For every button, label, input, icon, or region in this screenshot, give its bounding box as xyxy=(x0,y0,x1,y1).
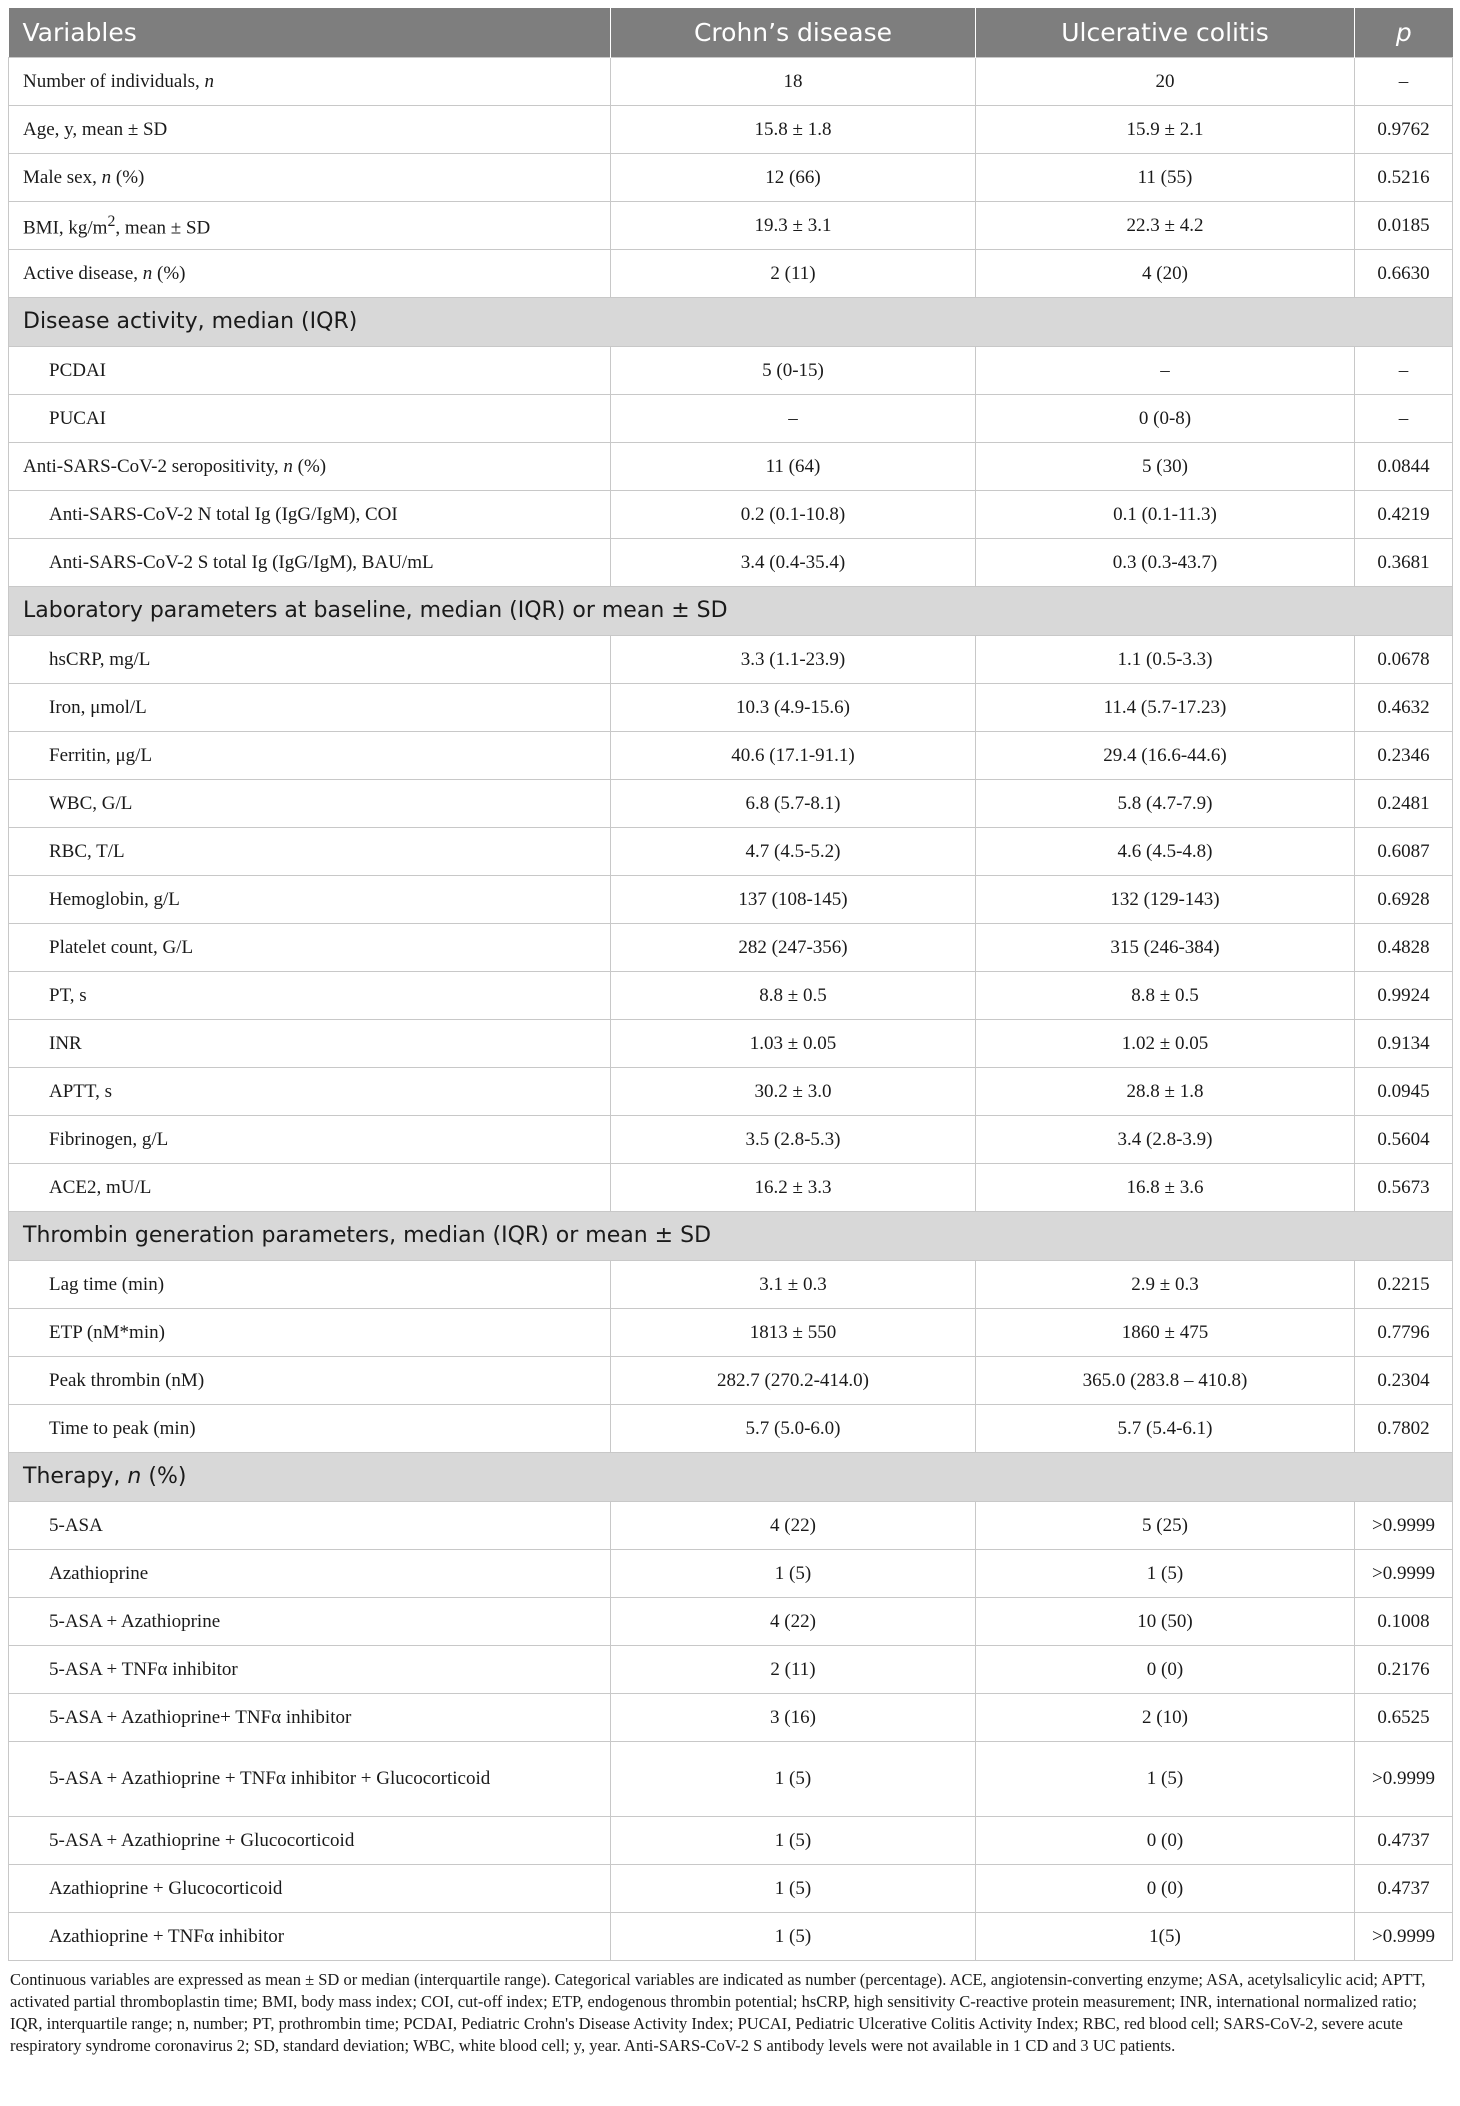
row-label-text: Male sex, xyxy=(23,166,102,188)
table-row xyxy=(9,1405,1453,1453)
ulcerative-colitis-cell: 5.7 (5.4-6.1) xyxy=(976,1405,1355,1453)
row-label-text: BMI, kg/m xyxy=(23,217,108,239)
crohns-disease-cell: 1813 ± 550 xyxy=(611,1309,976,1357)
p-value-cell: 0.6087 xyxy=(1355,828,1453,876)
table-row xyxy=(9,1164,1453,1212)
p-value-cell: 0.0844 xyxy=(1355,443,1453,491)
row-label-text: ETP (nM*min) xyxy=(49,1321,165,1343)
row-label-text: Anti-SARS-CoV-2 S total Ig (IgG/IgM), BAU/mL xyxy=(49,551,434,573)
table-row xyxy=(9,876,1453,924)
row-label-text: Thrombin generation parameters, median (IQR) or mean ± SD xyxy=(23,1223,712,1248)
row-label-text: APTT, s xyxy=(49,1080,112,1102)
table-row xyxy=(9,539,1453,587)
variable-cell xyxy=(9,1068,611,1116)
ulcerative-colitis-cell: 0 (0) xyxy=(976,1865,1355,1913)
table-row xyxy=(9,924,1453,972)
row-label-text: Platelet count, G/L xyxy=(49,936,194,958)
section-title xyxy=(9,298,1453,347)
ulcerative-colitis-cell: 1.1 (0.5-3.3) xyxy=(976,636,1355,684)
ulcerative-colitis-cell: 20 xyxy=(976,58,1355,106)
variable-cell xyxy=(9,1817,611,1865)
row-label-suffix: (%) xyxy=(292,455,327,477)
variable-cell xyxy=(9,395,611,443)
section-header-row xyxy=(9,1453,1453,1502)
variable-cell xyxy=(9,106,611,154)
ulcerative-colitis-cell: 5 (25) xyxy=(976,1502,1355,1550)
crohns-disease-cell: 2 (11) xyxy=(611,250,976,298)
crohns-disease-cell: 11 (64) xyxy=(611,443,976,491)
variable-cell xyxy=(9,828,611,876)
table-container xyxy=(8,8,1452,2057)
table-row xyxy=(9,58,1453,106)
table-row xyxy=(9,1646,1453,1694)
row-label-text: Disease activity, median (IQR) xyxy=(23,309,358,334)
crohns-disease-cell: 5 (0-15) xyxy=(611,347,976,395)
variable-cell xyxy=(9,1913,611,1961)
row-label-text: Age, y, mean ± SD xyxy=(23,118,168,140)
crohns-disease-cell: 30.2 ± 3.0 xyxy=(611,1068,976,1116)
row-label-suffix: (%) xyxy=(152,262,186,284)
crohns-disease-cell: 4 (22) xyxy=(611,1502,976,1550)
table-row xyxy=(9,443,1453,491)
variable-cell xyxy=(9,1116,611,1164)
p-value-cell: 0.2176 xyxy=(1355,1646,1453,1694)
crohns-disease-cell: 40.6 (17.1-91.1) xyxy=(611,732,976,780)
crohns-disease-cell: 4.7 (4.5-5.2) xyxy=(611,828,976,876)
crohns-disease-cell: 3.5 (2.8-5.3) xyxy=(611,1116,976,1164)
table-row xyxy=(9,1309,1453,1357)
variable-cell xyxy=(9,972,611,1020)
section-title xyxy=(9,1453,1453,1502)
table-row xyxy=(9,1068,1453,1116)
ulcerative-colitis-cell: 0 (0-8) xyxy=(976,395,1355,443)
table-row xyxy=(9,1598,1453,1646)
row-label-text: 5-ASA + Azathioprine+ TNFα inhibitor xyxy=(49,1706,352,1728)
variable-cell xyxy=(9,1164,611,1212)
variable-cell xyxy=(9,250,611,298)
row-label-superscript: 2 xyxy=(107,213,116,231)
row-label-italic: n xyxy=(101,166,112,188)
p-value-cell: 0.3681 xyxy=(1355,539,1453,587)
variable-cell xyxy=(9,58,611,106)
crohns-disease-cell: 0.2 (0.1-10.8) xyxy=(611,491,976,539)
crohns-disease-cell: 4 (22) xyxy=(611,1598,976,1646)
row-label-italic: n xyxy=(283,455,293,477)
variable-cell xyxy=(9,1865,611,1913)
crohns-disease-cell: 3 (16) xyxy=(611,1694,976,1742)
p-value-cell: 0.2304 xyxy=(1355,1357,1453,1405)
table-row xyxy=(9,780,1453,828)
p-value-cell: 0.4828 xyxy=(1355,924,1453,972)
row-label-text: WBC, G/L xyxy=(49,792,133,814)
ulcerative-colitis-cell: 1 (5) xyxy=(976,1742,1355,1817)
p-value-cell: 0.5673 xyxy=(1355,1164,1453,1212)
table-row xyxy=(9,636,1453,684)
variable-cell xyxy=(9,539,611,587)
p-value-cell: – xyxy=(1355,347,1453,395)
table-body xyxy=(9,58,1453,1961)
crohns-disease-cell: – xyxy=(611,395,976,443)
crohns-disease-cell: 1 (5) xyxy=(611,1742,976,1817)
variable-cell xyxy=(9,347,611,395)
crohns-disease-cell: 1.03 ± 0.05 xyxy=(611,1020,976,1068)
crohns-disease-cell: 3.4 (0.4-35.4) xyxy=(611,539,976,587)
crohns-disease-cell: 6.8 (5.7-8.1) xyxy=(611,780,976,828)
variable-cell xyxy=(9,1357,611,1405)
variable-cell xyxy=(9,1309,611,1357)
row-label-text: Number of individuals, xyxy=(23,70,205,92)
ulcerative-colitis-cell: 365.0 (283.8 – 410.8) xyxy=(976,1357,1355,1405)
p-value-cell: 0.2215 xyxy=(1355,1261,1453,1309)
variable-cell xyxy=(9,684,611,732)
ulcerative-colitis-cell: 28.8 ± 1.8 xyxy=(976,1068,1355,1116)
table-row xyxy=(9,1742,1453,1817)
ulcerative-colitis-cell: 315 (246-384) xyxy=(976,924,1355,972)
ulcerative-colitis-cell: 0 (0) xyxy=(976,1817,1355,1865)
row-label-text: 5-ASA + Azathioprine + Glucocorticoid xyxy=(49,1829,355,1851)
crohns-disease-cell: 8.8 ± 0.5 xyxy=(611,972,976,1020)
variable-cell xyxy=(9,1646,611,1694)
table-row xyxy=(9,106,1453,154)
patient-characteristics-table xyxy=(8,8,1453,1961)
p-value-cell: 0.0945 xyxy=(1355,1068,1453,1116)
variable-cell xyxy=(9,1742,611,1817)
row-label-text: 5-ASA + Azathioprine + TNFα inhibitor + Glucocorticoid xyxy=(49,1768,491,1789)
variable-cell xyxy=(9,1550,611,1598)
p-value-cell: – xyxy=(1355,58,1453,106)
row-label-text: Active disease, xyxy=(23,262,143,284)
table-row xyxy=(9,1261,1453,1309)
ulcerative-colitis-cell: 22.3 ± 4.2 xyxy=(976,202,1355,250)
row-label-text: hsCRP, mg/L xyxy=(49,648,151,670)
ulcerative-colitis-cell: 8.8 ± 0.5 xyxy=(976,972,1355,1020)
table-row xyxy=(9,250,1453,298)
variable-cell xyxy=(9,924,611,972)
table-row xyxy=(9,347,1453,395)
ulcerative-colitis-cell: 1 (5) xyxy=(976,1550,1355,1598)
p-value-cell: 0.7802 xyxy=(1355,1405,1453,1453)
header-crohns-disease: Crohn’s disease xyxy=(611,8,976,58)
p-value-cell: 0.5216 xyxy=(1355,154,1453,202)
table-row xyxy=(9,154,1453,202)
row-label-italic: n xyxy=(142,262,153,284)
crohns-disease-cell: 3.1 ± 0.3 xyxy=(611,1261,976,1309)
p-value-cell: 0.7796 xyxy=(1355,1309,1453,1357)
p-value-cell: 0.4632 xyxy=(1355,684,1453,732)
table-row xyxy=(9,491,1453,539)
ulcerative-colitis-cell: 0.1 (0.1-11.3) xyxy=(976,491,1355,539)
row-label-text: 5-ASA xyxy=(49,1514,103,1536)
row-label-suffix: (%) xyxy=(111,166,145,188)
table-footnote: Continuous variables are expressed as mean ± SD or median (interquartile range). Categorical variables are indicated as number (percentage). ACE, angiotensin-converting enzyme; ASA, acetylsalicylic acid; APTT, activated partial thromboplastin time; BMI, body mass index; COI, cut-off index; ETP, endogenous thrombin potential; hsCRP, high sensitivity C-reactive protein measurement; INR, international normalized ratio; IQR, interquartile range; n, number; PT, prothrombin time; PCDAI, Pediatric Crohn's Disease Activity Index; PUCAI, Pediatric Ulcerative Colitis Activity Index; RBC, red blood cell; SARS-CoV-2, severe acute respiratory syndrome coronavirus 2; SD, standard deviation; WBC, white blood cell; y, year. Anti-SARS-CoV-2 S antibody levels were not available in 1 CD and 3 UC patients. xyxy=(10,1970,1426,2055)
ulcerative-colitis-cell: 132 (129-143) xyxy=(976,876,1355,924)
variable-cell xyxy=(9,1502,611,1550)
ulcerative-colitis-cell: – xyxy=(976,347,1355,395)
row-label-text: Time to peak (min) xyxy=(49,1417,196,1439)
ulcerative-colitis-cell: 1(5) xyxy=(976,1913,1355,1961)
crohns-disease-cell: 19.3 ± 3.1 xyxy=(611,202,976,250)
variable-cell xyxy=(9,1020,611,1068)
crohns-disease-cell: 18 xyxy=(611,58,976,106)
p-value-cell: 0.4737 xyxy=(1355,1817,1453,1865)
crohns-disease-cell: 5.7 (5.0-6.0) xyxy=(611,1405,976,1453)
row-label-text: Azathioprine + Glucocorticoid xyxy=(49,1877,283,1899)
crohns-disease-cell: 3.3 (1.1-23.9) xyxy=(611,636,976,684)
crohns-disease-cell: 1 (5) xyxy=(611,1865,976,1913)
p-value-cell: >0.9999 xyxy=(1355,1502,1453,1550)
ulcerative-colitis-cell: 0.3 (0.3-43.7) xyxy=(976,539,1355,587)
ulcerative-colitis-cell: 1860 ± 475 xyxy=(976,1309,1355,1357)
ulcerative-colitis-cell: 2.9 ± 0.3 xyxy=(976,1261,1355,1309)
crohns-disease-cell: 10.3 (4.9-15.6) xyxy=(611,684,976,732)
row-label-text: INR xyxy=(49,1032,82,1054)
crohns-disease-cell: 15.8 ± 1.8 xyxy=(611,106,976,154)
section-header-row xyxy=(9,298,1453,347)
variable-cell xyxy=(9,443,611,491)
variable-cell xyxy=(9,876,611,924)
table-row xyxy=(9,732,1453,780)
table-row xyxy=(9,972,1453,1020)
row-label-text: PUCAI xyxy=(49,407,107,429)
ulcerative-colitis-cell: 0 (0) xyxy=(976,1646,1355,1694)
p-value-cell: 0.6928 xyxy=(1355,876,1453,924)
table-row xyxy=(9,1865,1453,1913)
p-value-cell: >0.9999 xyxy=(1355,1913,1453,1961)
p-value-cell: 0.0678 xyxy=(1355,636,1453,684)
p-value-cell: 0.2346 xyxy=(1355,732,1453,780)
table-row xyxy=(9,1116,1453,1164)
p-value-cell: 0.9762 xyxy=(1355,106,1453,154)
variable-cell xyxy=(9,491,611,539)
p-value-cell: 0.6630 xyxy=(1355,250,1453,298)
variable-cell xyxy=(9,1405,611,1453)
p-value-cell: 0.9924 xyxy=(1355,972,1453,1020)
crohns-disease-cell: 1 (5) xyxy=(611,1817,976,1865)
row-label-text: Peak thrombin (nM) xyxy=(49,1369,205,1391)
crohns-disease-cell: 2 (11) xyxy=(611,1646,976,1694)
table-row xyxy=(9,202,1453,250)
row-label-text: Hemoglobin, g/L xyxy=(49,888,180,910)
p-value-cell: 0.2481 xyxy=(1355,780,1453,828)
ulcerative-colitis-cell: 10 (50) xyxy=(976,1598,1355,1646)
crohns-disease-cell: 16.2 ± 3.3 xyxy=(611,1164,976,1212)
row-label-text: 5-ASA + Azathioprine xyxy=(49,1610,221,1632)
variable-cell xyxy=(9,732,611,780)
row-label-text: Therapy, xyxy=(23,1464,128,1489)
crohns-disease-cell: 12 (66) xyxy=(611,154,976,202)
ulcerative-colitis-cell: 16.8 ± 3.6 xyxy=(976,1164,1355,1212)
crohns-disease-cell: 137 (108-145) xyxy=(611,876,976,924)
row-label-text: RBC, T/L xyxy=(49,840,125,862)
row-label-text: Laboratory parameters at baseline, median (IQR) or mean ± SD xyxy=(23,598,728,623)
variable-cell xyxy=(9,202,611,250)
variable-cell xyxy=(9,1598,611,1646)
header-p-value: p xyxy=(1355,8,1453,58)
section-header-row xyxy=(9,1212,1453,1261)
section-title xyxy=(9,587,1453,636)
row-label-text: Azathioprine + TNFα inhibitor xyxy=(49,1925,285,1947)
ulcerative-colitis-cell: 15.9 ± 2.1 xyxy=(976,106,1355,154)
crohns-disease-cell: 1 (5) xyxy=(611,1913,976,1961)
row-label-italic: n xyxy=(204,70,215,92)
section-title xyxy=(9,1212,1453,1261)
variable-cell xyxy=(9,636,611,684)
row-label-text: ACE2, mU/L xyxy=(49,1176,152,1198)
table-row xyxy=(9,1550,1453,1598)
ulcerative-colitis-cell: 4 (20) xyxy=(976,250,1355,298)
table-row xyxy=(9,684,1453,732)
ulcerative-colitis-cell: 2 (10) xyxy=(976,1694,1355,1742)
p-value-cell: – xyxy=(1355,395,1453,443)
crohns-disease-cell: 1 (5) xyxy=(611,1550,976,1598)
row-label-suffix: , mean ± SD xyxy=(115,217,211,239)
table-row xyxy=(9,1357,1453,1405)
row-label-text: Lag time (min) xyxy=(49,1273,165,1295)
ulcerative-colitis-cell: 5.8 (4.7-7.9) xyxy=(976,780,1355,828)
variable-cell xyxy=(9,1694,611,1742)
variable-cell xyxy=(9,780,611,828)
row-label-text: Anti-SARS-CoV-2 seropositivity, xyxy=(23,455,284,477)
row-label-text: Azathioprine xyxy=(49,1562,149,1584)
ulcerative-colitis-cell: 4.6 (4.5-4.8) xyxy=(976,828,1355,876)
p-value-cell: >0.9999 xyxy=(1355,1550,1453,1598)
p-value-cell: 0.0185 xyxy=(1355,202,1453,250)
table-row xyxy=(9,1020,1453,1068)
p-value-cell: 0.4737 xyxy=(1355,1865,1453,1913)
header-variables: Variables xyxy=(9,8,611,58)
row-label-italic: n xyxy=(127,1464,142,1489)
row-label-text: 5-ASA + TNFα inhibitor xyxy=(49,1658,238,1680)
row-label-text: Iron, μmol/L xyxy=(49,696,147,718)
table-row xyxy=(9,1817,1453,1865)
table-row xyxy=(9,828,1453,876)
variable-cell xyxy=(9,1261,611,1309)
p-value-cell: 0.4219 xyxy=(1355,491,1453,539)
ulcerative-colitis-cell: 5 (30) xyxy=(976,443,1355,491)
p-value-cell: 0.9134 xyxy=(1355,1020,1453,1068)
row-label-text: Anti-SARS-CoV-2 N total Ig (IgG/IgM), COI xyxy=(49,503,398,525)
ulcerative-colitis-cell: 3.4 (2.8-3.9) xyxy=(976,1116,1355,1164)
header-ulcerative-colitis: Ulcerative colitis xyxy=(976,8,1355,58)
p-value-cell: 0.1008 xyxy=(1355,1598,1453,1646)
row-label-text: PT, s xyxy=(49,984,87,1006)
crohns-disease-cell: 282 (247-356) xyxy=(611,924,976,972)
table-row xyxy=(9,1694,1453,1742)
row-label-text: PCDAI xyxy=(49,359,107,381)
ulcerative-colitis-cell: 1.02 ± 0.05 xyxy=(976,1020,1355,1068)
table-row xyxy=(9,395,1453,443)
section-header-row xyxy=(9,587,1453,636)
crohns-disease-cell: 282.7 (270.2-414.0) xyxy=(611,1357,976,1405)
header-row xyxy=(9,8,1453,58)
variable-cell xyxy=(9,154,611,202)
row-label-suffix: (%) xyxy=(141,1464,187,1489)
table-row xyxy=(9,1502,1453,1550)
row-label-text: Ferritin, μg/L xyxy=(49,744,153,766)
table-row xyxy=(9,1913,1453,1961)
ulcerative-colitis-cell: 11.4 (5.7-17.23) xyxy=(976,684,1355,732)
p-value-cell: >0.9999 xyxy=(1355,1742,1453,1817)
p-value-cell: 0.6525 xyxy=(1355,1694,1453,1742)
p-value-cell: 0.5604 xyxy=(1355,1116,1453,1164)
row-label-text: Fibrinogen, g/L xyxy=(49,1128,169,1150)
ulcerative-colitis-cell: 11 (55) xyxy=(976,154,1355,202)
ulcerative-colitis-cell: 29.4 (16.6-44.6) xyxy=(976,732,1355,780)
